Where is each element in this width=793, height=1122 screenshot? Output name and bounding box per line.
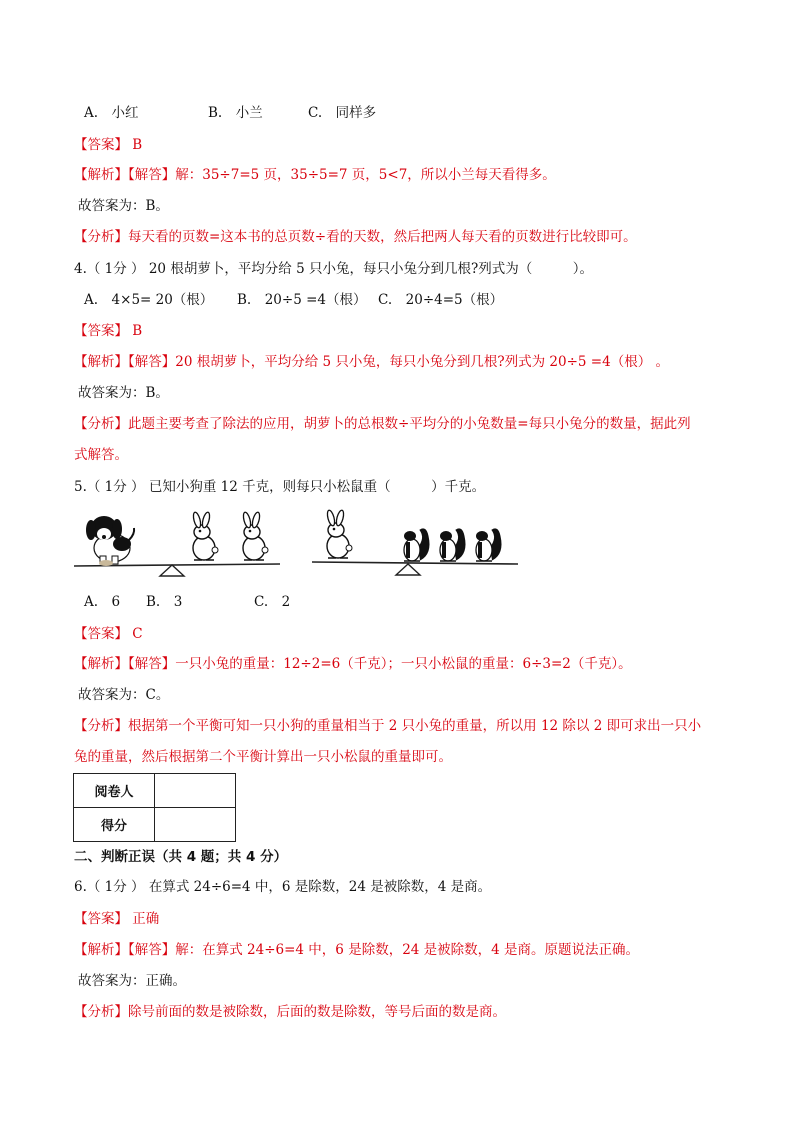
balance-fulcrum bbox=[160, 565, 184, 576]
q4-option-b: B. 20÷5 =4（根） bbox=[237, 292, 367, 308]
answer-value: B bbox=[132, 137, 143, 153]
q6-answer bbox=[74, 910, 159, 928]
note-text: 每天看的页数=这本书的总页数÷看的天数，然后把两人每天看的页数进行比较即可。 bbox=[128, 229, 637, 245]
q6-stem: 6.（ 1分 ） 在算式 24÷6=4 中，6 是除数，24 是被除数，4 是商。 bbox=[74, 879, 492, 895]
squirrel-icon bbox=[476, 529, 501, 561]
q4-stem: 4.（ 1分 ） 20 根胡萝卜，平均分给 5 只小兔，每只小兔分到几根?列式为（ ）。 bbox=[74, 261, 593, 277]
rabbit-icon bbox=[326, 509, 352, 558]
note-text: 除号前面的数是被除数，后面的数是除数，等号后面的数是商。 bbox=[128, 1004, 506, 1020]
q5-option-a: A. 6 bbox=[84, 594, 121, 610]
balance-dog-rabbits bbox=[72, 508, 282, 580]
q5-option-c: C. 2 bbox=[254, 594, 291, 610]
answer-label: 【答案】 bbox=[74, 323, 128, 339]
q4-note-cont: 式解答。 bbox=[74, 447, 128, 463]
q4-answer bbox=[74, 322, 142, 340]
q6-conclusion: 故答案为：正确。 bbox=[78, 973, 186, 989]
grading-table bbox=[73, 773, 236, 842]
note-label: 【分析】 bbox=[74, 229, 128, 245]
note-label: 【分析】 bbox=[74, 718, 128, 734]
q3-conclusion: 故答案为：B。 bbox=[78, 198, 169, 214]
squirrel-icon bbox=[404, 529, 429, 561]
q6-note bbox=[74, 1003, 506, 1021]
note-label: 【分析】 bbox=[74, 1004, 128, 1020]
reviewer-label: 阅卷人 bbox=[74, 774, 155, 808]
rabbit-icon bbox=[192, 511, 218, 560]
balance-rabbit-squirrels bbox=[310, 508, 520, 580]
dog-icon bbox=[86, 516, 134, 566]
q5-conclusion: 故答案为：C。 bbox=[78, 687, 170, 703]
analysis-text: 解：35÷7=5 页，35÷5=7 页，5<7，所以小兰每天看得多。 bbox=[175, 167, 556, 183]
answer-label: 【答案】 bbox=[74, 137, 128, 153]
section-title: 二、判断正误（共 4 题；共 4 分） bbox=[74, 849, 288, 865]
answer-value: 正确 bbox=[132, 911, 160, 927]
answer-label: 【答案】 bbox=[74, 626, 128, 642]
q3-option-c: C. 同样多 bbox=[308, 105, 377, 121]
answer-value: B bbox=[132, 323, 143, 339]
note-label: 【分析】 bbox=[74, 416, 128, 432]
q4-option-c: C. 20÷4=5（根） bbox=[378, 292, 504, 308]
q5-note-cont: 兔的重量，然后根据第二个平衡计算出一只小松鼠的重量即可。 bbox=[74, 749, 452, 765]
score-label: 得分 bbox=[74, 808, 155, 842]
q5-answer bbox=[74, 625, 143, 643]
q3-note bbox=[74, 228, 637, 246]
analysis-label: 【解析】【解答】 bbox=[74, 942, 176, 958]
analysis-label: 【解析】【解答】 bbox=[74, 354, 176, 370]
note-text: 根据第一个平衡可知一只小狗的重量相当于 2 只小兔的重量，所以用 12 除以 2 即可求出一只小 bbox=[128, 718, 702, 734]
analysis-text: 20 根胡萝卜，平均分给 5 只小兔，每只小兔分到几根?列式为 20÷5 =4（根） 。 bbox=[175, 354, 669, 370]
note-text: 此题主要考查了除法的应用，胡萝卜的总根数÷平均分的小兔数量=每只小兔分的数量，据此列 bbox=[128, 416, 691, 432]
analysis-text: 一只小兔的重量：12÷2=6（千克）；一只小松鼠的重量：6÷3=2（千克）。 bbox=[175, 656, 632, 672]
q4-conclusion: 故答案为：B。 bbox=[78, 385, 169, 401]
rabbit-icon bbox=[242, 511, 268, 560]
analysis-text: 解：在算式 24÷6=4 中，6 是除数，24 是被除数，4 是商。原题说法正确。 bbox=[175, 942, 640, 958]
balance-fulcrum bbox=[396, 564, 420, 575]
q4-analysis bbox=[74, 353, 669, 371]
squirrel-icon bbox=[440, 529, 465, 561]
q5-note bbox=[74, 717, 701, 735]
q5-stem: 5.（ 1分 ） 已知小狗重 12 千克，则每只小松鼠重（ ）千克。 bbox=[74, 479, 486, 495]
q3-answer bbox=[74, 136, 142, 154]
answer-value: C bbox=[132, 626, 143, 642]
q5-option-b: B. 3 bbox=[146, 594, 183, 610]
q5-analysis bbox=[74, 655, 632, 673]
balance-beam bbox=[312, 562, 518, 564]
q4-option-a: A. 4×5= 20（根） bbox=[84, 292, 214, 308]
q3-option-b: B. 小兰 bbox=[208, 105, 263, 121]
q3-analysis bbox=[74, 166, 556, 184]
q3-option-a: A. 小红 bbox=[84, 105, 139, 121]
score-cell bbox=[155, 808, 236, 842]
answer-label: 【答案】 bbox=[74, 911, 128, 927]
analysis-label: 【解析】【解答】 bbox=[74, 167, 176, 183]
analysis-label: 【解析】【解答】 bbox=[74, 656, 176, 672]
q6-analysis bbox=[74, 941, 639, 959]
reviewer-cell bbox=[155, 774, 236, 808]
q4-note bbox=[74, 415, 691, 433]
